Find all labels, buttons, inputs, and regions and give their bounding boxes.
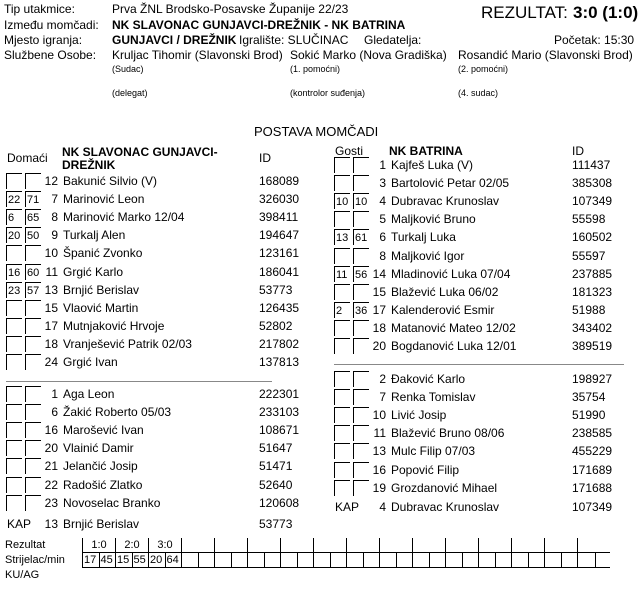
role-assistant-2: (2. pomoćni) (458, 64, 509, 74)
player-mark-box (334, 480, 350, 496)
player-mark-box (334, 425, 350, 441)
player-number: 8 (379, 248, 386, 263)
player-minute-box: 60 (25, 264, 41, 280)
scorer-cell (314, 553, 331, 568)
player-id: 123161 (259, 246, 300, 261)
player-minute-box: 56 (353, 266, 369, 282)
spectators-label: Gledatelja: (364, 33, 422, 47)
away-side-label: Gosti (335, 144, 364, 158)
player-name: Bartolović Petar 02/05 (391, 176, 510, 191)
player-number: 20 (372, 339, 386, 353)
player-name: Bogdanović Luka 12/01 (391, 339, 517, 353)
player-mark-box: 2 (334, 302, 350, 318)
venue-value: GUNJAVCI / DREŽNIK (112, 33, 237, 47)
match-type-value: Prva ŽNL Brodsko-Posavske Županije 22/23 (112, 2, 349, 16)
player-number: 10 (372, 408, 386, 423)
player-name: Mutnjaković Hrvoje (63, 318, 165, 333)
score-cell (248, 538, 281, 553)
player-mark-box (334, 175, 350, 191)
player-mark-box: 23 (6, 282, 22, 298)
scorer-cell (595, 553, 610, 568)
player-id: 120608 (259, 495, 300, 510)
player-name: Turkalj Luka (391, 230, 456, 245)
player-number: 11 (45, 264, 58, 279)
score-cell (545, 538, 578, 553)
match-type-label: Tip utakmice: (4, 2, 75, 16)
away-captain-id: 107349 (572, 500, 613, 514)
player-number: 14 (372, 266, 386, 281)
player-number: 12 (44, 174, 58, 188)
player-name: Marinović Marko 12/04 (63, 210, 185, 225)
player-number: 20 (44, 441, 58, 456)
home-captain-id: 53773 (259, 517, 293, 531)
scorer-cell (215, 553, 232, 568)
player-name: Mulc Filip 07/03 (391, 444, 476, 459)
scorer-cell (495, 553, 512, 568)
player-id: 385308 (572, 176, 613, 191)
player-minute-box: 57 (25, 282, 41, 298)
player-number: 19 (372, 480, 386, 495)
player-number: 15 (372, 284, 386, 299)
away-team-name: NK BATRINA (389, 144, 463, 158)
player-name: Livić Josip (391, 408, 447, 423)
player-name: Jelančić Josip (63, 459, 138, 474)
player-number: 15 (44, 300, 58, 315)
pitch-value: Igralište: SLUČINAC (239, 33, 349, 47)
cards-row (83, 568, 611, 583)
player-id: 51990 (572, 408, 606, 423)
player-mark-box (6, 422, 22, 438)
player-number: 6 (51, 405, 58, 420)
player-mark-box (6, 300, 22, 316)
scorer-minute: 55 (132, 553, 149, 568)
scorer-cell (479, 553, 496, 568)
score-cell: 1:0 (83, 538, 116, 553)
player-name: Dubravac Krunoslav (391, 194, 500, 209)
player-name: Radošić Zlatko (63, 477, 143, 492)
scorer-cell (462, 553, 479, 568)
player-number: 2 (379, 372, 386, 386)
results-row-label: KU/AG (5, 568, 40, 581)
player-id: 343402 (572, 320, 613, 335)
home-captain-name: Brnjić Berislav (63, 517, 140, 531)
player-mark-box (334, 211, 350, 227)
player-id: 52802 (259, 318, 293, 333)
scorer-cell (248, 553, 265, 568)
scorer-cell (446, 553, 463, 568)
score-cell (512, 538, 545, 553)
player-mark-box (334, 389, 350, 405)
player-mark-box: 22 (6, 191, 22, 207)
scorer-cell (182, 553, 199, 568)
player-id: 108671 (259, 423, 300, 438)
player-mark-box (6, 318, 22, 334)
player-name: Marinović Leon (63, 192, 145, 207)
official-referee: Kruljac Tihomir (Slavonski Brod) (112, 48, 283, 62)
player-id: 51471 (259, 459, 293, 474)
player-name: Žakić Roberto 05/03 (63, 405, 172, 420)
away-captain-name: Dubravac Krunoslav (391, 500, 500, 514)
player-id: 52640 (259, 477, 293, 492)
player-minute-box: 71 (25, 191, 41, 207)
score-cell (446, 538, 479, 553)
official-assistant-1: Sokić Marko (Nova Gradiška) (290, 48, 447, 62)
player-number: 13 (44, 282, 58, 297)
scorer-cell (396, 553, 413, 568)
player-id: 107349 (572, 194, 613, 209)
venue-label: Mjesto igranja: (4, 33, 83, 47)
player-id: 171689 (572, 462, 613, 477)
player-number: 17 (372, 302, 386, 317)
player-id: 168089 (259, 174, 300, 188)
player-number: 1 (51, 387, 58, 401)
role-fourth-official: (4. sudac) (458, 88, 499, 98)
player-mark-box: 6 (6, 209, 22, 225)
score-cell (215, 538, 248, 553)
player-id: 111437 (572, 158, 611, 172)
player-id: 55598 (572, 212, 606, 227)
result-value: 3:0 (1:0) (573, 3, 639, 22)
away-separator (334, 364, 624, 365)
player-number: 4 (379, 194, 386, 209)
results-table (4, 538, 610, 582)
home-captain-number: 13 (44, 517, 58, 531)
player-id: 238585 (572, 426, 613, 441)
player-number: 24 (44, 355, 58, 369)
scorer-minute: 64 (165, 553, 182, 568)
scorer-cell (347, 553, 364, 568)
player-mark-box: 10 (334, 193, 350, 209)
player-name: Brnjić Berislav (63, 282, 140, 297)
scorer-cell (264, 553, 281, 568)
player-mark-box (6, 495, 22, 511)
player-number: 16 (44, 423, 58, 438)
player-id: 51647 (259, 441, 293, 456)
player-name: Kajfeš Luka (V) (391, 158, 474, 172)
player-name: Aga Leon (63, 387, 115, 401)
player-minute-box: 65 (25, 209, 41, 225)
player-minute-box: 36 (353, 302, 369, 318)
home-separator (6, 381, 272, 382)
scorer-minute: 45 (99, 553, 116, 568)
scorer-cell (380, 553, 397, 568)
player-id: 35754 (572, 390, 606, 405)
player-name: Grozdanović Mihael (391, 480, 498, 495)
score-cell (380, 538, 413, 553)
player-mark-box (6, 245, 22, 261)
score-cell (413, 538, 446, 553)
player-mark-box (6, 440, 22, 456)
player-name: Turkalj Alen (63, 228, 126, 243)
player-number: 6 (379, 230, 386, 245)
player-id: 194647 (259, 228, 300, 243)
scorer-cell (429, 553, 446, 568)
score-cell (314, 538, 347, 553)
player-id: 217802 (259, 336, 300, 351)
player-number: 10 (44, 246, 58, 261)
player-mark-box (334, 443, 350, 459)
score-cell: 2:0 (116, 538, 149, 553)
player-number: 7 (51, 192, 58, 207)
player-mark-box: 13 (334, 229, 350, 245)
player-mark-box (334, 338, 350, 354)
home-id-label: ID (259, 151, 271, 165)
scorer-cell (561, 553, 578, 568)
player-mark-box (6, 354, 22, 370)
player-name: Mladinović Luka 07/04 (391, 266, 511, 281)
role-assistant-1: (1. pomoćni) (290, 64, 341, 74)
player-number: 18 (372, 320, 386, 335)
away-captain-label: KAP (335, 500, 360, 514)
player-mark-box (6, 386, 22, 402)
player-name: Grgić Ivan (63, 355, 118, 369)
player-mark-box (334, 284, 350, 300)
kickoff-time: Početak: 15:30 (554, 33, 635, 47)
score-cell: 3:0 (149, 538, 182, 553)
player-mark-box (6, 336, 22, 352)
scorer-cell (231, 553, 248, 568)
player-number: 22 (44, 477, 58, 492)
player-mark-box (334, 371, 350, 387)
player-id: 160502 (572, 230, 613, 245)
scorer-cell (413, 553, 430, 568)
player-name: Španić Zvonko (63, 246, 143, 261)
player-name: Renka Tomislav (391, 390, 476, 405)
official-assistant-2: Rosandić Mario (Slavonski Brod) (458, 48, 633, 62)
player-id: 398411 (259, 210, 299, 225)
player-id: 181323 (572, 284, 613, 299)
player-mark-box (334, 320, 350, 336)
scorer-number: 17 (83, 553, 100, 568)
home-captain-label: KAP (7, 517, 32, 531)
player-number: 11 (373, 426, 386, 441)
player-minute-box: 50 (25, 227, 41, 243)
score-cell (578, 538, 611, 553)
player-number: 9 (51, 228, 58, 243)
score-cell (347, 538, 380, 553)
away-captain-number: 4 (379, 500, 386, 514)
results-row-label: Rezultat (5, 539, 46, 552)
player-name: Novoselac Branko (63, 495, 161, 510)
player-name: Vranješević Patrik 02/03 (63, 336, 192, 351)
player-id: 326030 (259, 192, 300, 207)
home-team-name-2: DREŽNIK (62, 158, 116, 172)
player-number: 18 (44, 336, 58, 351)
player-number: 1 (379, 158, 386, 172)
scorer-cell (545, 553, 562, 568)
player-id: 389519 (572, 339, 613, 353)
player-mark-box (334, 157, 350, 173)
scorer-cell (578, 553, 596, 568)
scorer-cell (528, 553, 545, 568)
player-number: 23 (44, 495, 58, 510)
player-mark-box: 20 (6, 227, 22, 243)
player-name: Đaković Karlo (391, 372, 466, 386)
player-number: 21 (44, 459, 58, 474)
player-name: Vlainić Damir (63, 441, 134, 456)
officials-label: Službene Osobe: (4, 48, 97, 62)
player-number: 8 (51, 210, 58, 225)
player-id: 51988 (572, 302, 606, 317)
scorer-number: 20 (149, 553, 166, 568)
player-number: 13 (372, 444, 386, 459)
player-number: 3 (379, 176, 386, 191)
player-id: 237885 (572, 266, 613, 281)
home-side-label: Domaći (7, 151, 48, 165)
player-name: Bakunić Silvio (V) (63, 174, 158, 188)
player-name: Vlaović Martin (63, 300, 139, 315)
player-mark-box (334, 407, 350, 423)
role-referee: (Sudac) (112, 64, 144, 74)
player-name: Maljković Bruno (391, 212, 476, 227)
results-row-label: Strijelac/min (5, 554, 65, 566)
teams-label: Između momčadi: (4, 18, 99, 32)
player-id: 55597 (572, 248, 606, 263)
player-id: 53773 (259, 282, 293, 297)
player-name: Blažević Bruno 08/06 (391, 426, 505, 441)
player-mark-box (6, 173, 22, 189)
player-number: 16 (372, 462, 386, 477)
player-id: 137813 (259, 355, 300, 369)
player-number: 7 (379, 390, 386, 405)
player-name: Kalenderović Esmir (391, 302, 495, 317)
scorer-cell (512, 553, 529, 568)
player-name: Matanović Mateo 12/02 (391, 320, 516, 335)
score-cell (281, 538, 314, 553)
player-id: 222301 (259, 387, 300, 401)
home-team-name: NK SLAVONAC GUNJAVCI- (62, 145, 218, 159)
player-mark-box (334, 248, 350, 264)
player-id: 198927 (572, 372, 613, 386)
player-id: 455229 (572, 444, 613, 459)
scorer-cell (281, 553, 298, 568)
away-id-label: ID (572, 144, 584, 158)
lineup-title: POSTAVA MOMČADI (254, 124, 379, 139)
player-name: Grgić Karlo (63, 264, 124, 279)
player-mark-box (6, 458, 22, 474)
player-minute-box: 61 (353, 229, 369, 245)
score-cell (479, 538, 512, 553)
teams-value: NK SLAVONAC GUNJAVCI-DREŽNIK - NK BATRINA (112, 18, 406, 32)
role-delegate: (delegat) (112, 88, 148, 98)
player-mark-box: 11 (334, 266, 350, 282)
result-label: REZULTAT: (481, 3, 568, 22)
player-name: Marošević Ivan (63, 423, 144, 438)
scorer-cell (363, 553, 380, 568)
player-mark-box: 16 (6, 264, 22, 280)
player-id: 171688 (572, 480, 613, 495)
player-id: 186041 (259, 264, 300, 279)
player-name: Maljković Igor (391, 248, 465, 263)
player-number: 17 (44, 318, 58, 333)
player-number: 5 (379, 212, 386, 227)
player-id: 126435 (259, 300, 300, 315)
scorer-cell (198, 553, 215, 568)
player-minute-box: 10 (353, 193, 369, 209)
role-controller: (kontrolor suđenja) (290, 88, 366, 98)
player-mark-box (6, 404, 22, 420)
player-mark-box (334, 462, 350, 478)
scorer-number: 15 (116, 553, 133, 568)
player-id: 233103 (259, 405, 300, 420)
scorer-cell (297, 553, 314, 568)
player-mark-box (6, 477, 22, 493)
player-name: Popović Filip (391, 462, 460, 477)
score-cell (182, 538, 215, 553)
scorer-cell (330, 553, 347, 568)
player-name: Blažević Luka 06/02 (391, 284, 499, 299)
